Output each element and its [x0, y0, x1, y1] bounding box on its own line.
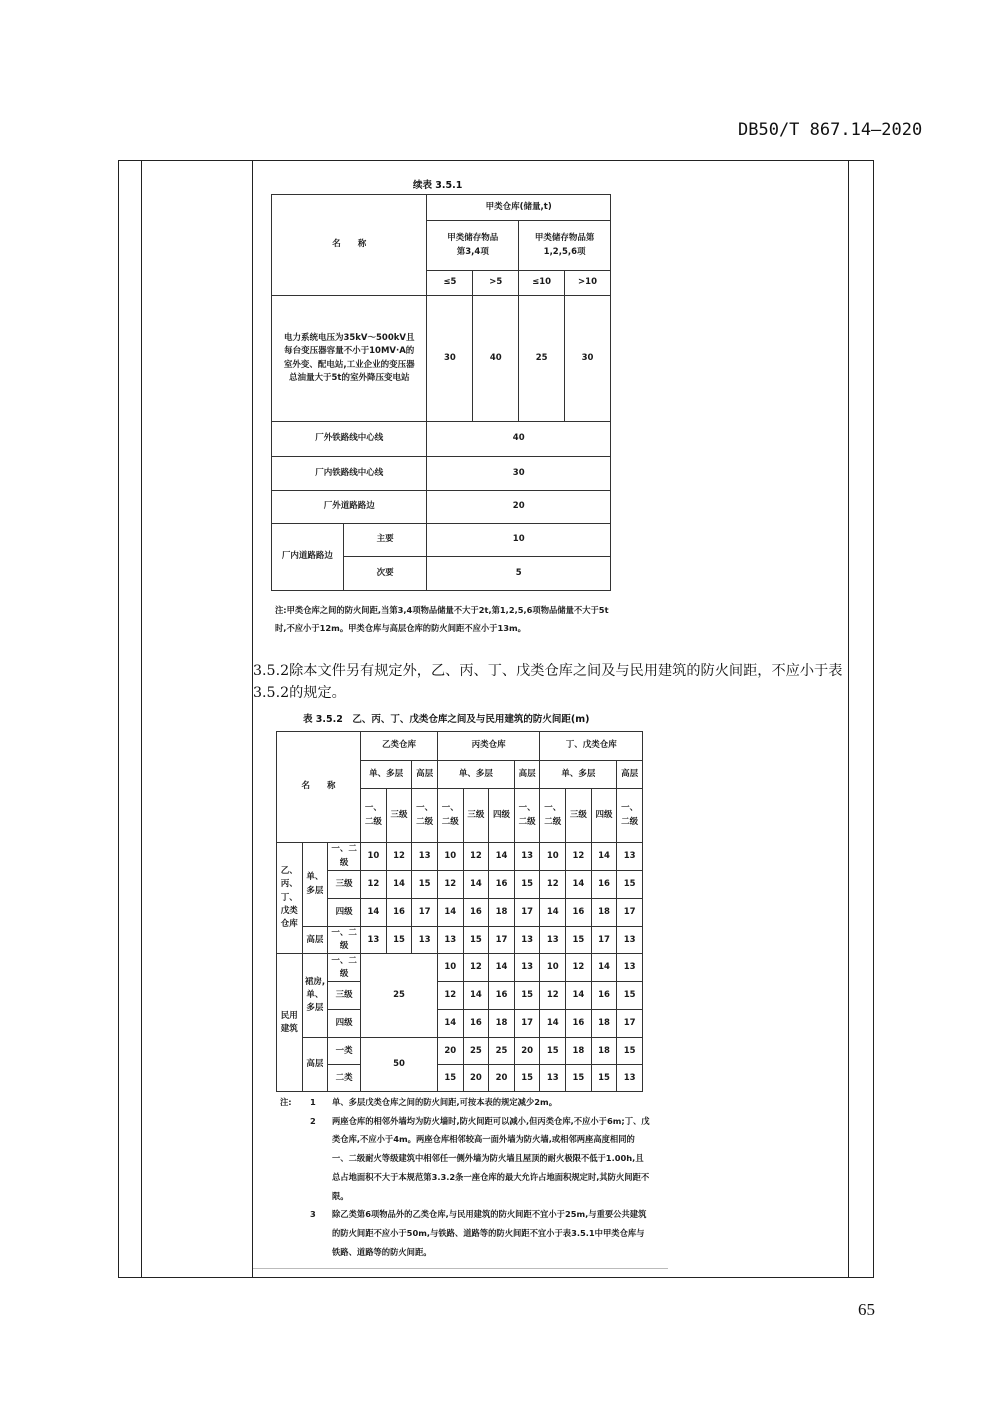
frame-line-bottom [118, 1277, 874, 1278]
table2-cell: 20 [514, 1038, 540, 1065]
note-number: 3 [310, 1209, 316, 1220]
table2-cell: 15 [412, 871, 438, 899]
table1-cell: 30 [427, 296, 473, 422]
table2-note [280, 1205, 650, 1261]
table1-road-group: 厂内道路路边 [272, 524, 344, 591]
table2-cell: 15 [540, 1038, 566, 1065]
note-number: 2 [310, 1115, 316, 1126]
table2-cell: 12 [386, 843, 412, 871]
table2-grade-label: 三级 [328, 871, 361, 899]
table2-cell: 13 [514, 927, 540, 954]
table2-civil-group: 民用建筑 [277, 954, 303, 1092]
table1-threshold: >5 [473, 271, 519, 296]
table2-cell: 14 [540, 1010, 566, 1038]
table2-grade-label: 一、二级 [328, 954, 361, 982]
table2-grade-header: 一、二级 [514, 789, 540, 843]
table2-warehouse-high: 高层 [302, 927, 328, 954]
table2-storey-header: 高层 [412, 761, 438, 789]
table2-group-header: 乙类仓库 [361, 732, 438, 761]
table1-subheader: 甲类储存物品第1,2,5,6项 [519, 221, 611, 271]
table2-cell: 14 [591, 843, 617, 871]
table2-cell: 12 [540, 871, 566, 899]
note-number: 1 [310, 1097, 316, 1107]
table2-cell: 15 [566, 927, 592, 954]
table2-cell: 13 [540, 927, 566, 954]
table2-civil-single: 裙房,单、多层 [302, 954, 328, 1038]
table2-cell: 15 [514, 1065, 540, 1092]
table2-cell: 13 [514, 954, 540, 982]
table2-cell: 16 [386, 899, 412, 927]
table2-cell: 13 [412, 843, 438, 871]
table2-group-header: 丁、戊类仓库 [540, 732, 643, 761]
table2-cell: 12 [463, 954, 489, 982]
table1-group-header: 甲类仓库(储量,t) [427, 195, 611, 221]
frame-line-right [873, 160, 874, 1277]
table2-cell: 15 [386, 927, 412, 954]
table1-row-label: 主要 [343, 524, 427, 557]
table2-note [280, 1093, 650, 1112]
table2-cell: 13 [617, 1065, 643, 1092]
table2-cell: 13 [617, 843, 643, 871]
frame-line-col2 [141, 160, 142, 1277]
table2-cell: 12 [437, 982, 463, 1010]
frame-line-col4 [848, 160, 849, 1277]
table2-grade-header: 四级 [489, 789, 515, 843]
table2-cell: 12 [463, 843, 489, 871]
table2-cell: 13 [514, 843, 540, 871]
table1-name-header: 名 称 [272, 195, 427, 296]
table2-cell: 12 [437, 871, 463, 899]
table1-threshold: ≤10 [519, 271, 565, 296]
page-number: 65 [858, 1300, 875, 1319]
table2-cell: 14 [566, 982, 592, 1010]
table2-group-header: 丙类仓库 [437, 732, 540, 761]
table2-cell: 15 [437, 1065, 463, 1092]
table2-cell: 15 [463, 927, 489, 954]
table2-storey-header: 单、多层 [540, 761, 617, 789]
table2-note [280, 1112, 650, 1206]
table2-cell: 14 [437, 1010, 463, 1038]
table2-grade-header: 四级 [591, 789, 617, 843]
notes-label: 注: [280, 1097, 292, 1107]
table2-civil-high: 高层 [302, 1038, 328, 1092]
table2-cell: 15 [617, 982, 643, 1010]
table2-cell: 10 [437, 954, 463, 982]
table2-grade-label: 四级 [328, 1010, 361, 1038]
table2-cell: 15 [514, 871, 540, 899]
table2 [276, 731, 643, 1092]
table1-cell: 25 [519, 296, 565, 422]
table2-cell: 14 [463, 871, 489, 899]
table1-cell: 10 [427, 524, 611, 557]
table2-storey-header: 单、多层 [361, 761, 412, 789]
table2-cell: 17 [514, 1010, 540, 1038]
table2-cell: 15 [566, 1065, 592, 1092]
frame-line-top [118, 160, 874, 161]
table1-cell: 40 [473, 296, 519, 422]
table2-grade-label: 一、二级 [328, 843, 361, 871]
table2-notes [280, 1093, 650, 1261]
table2-cell: 14 [361, 899, 387, 927]
table1-caption: 续表 3.5.1 [413, 180, 463, 191]
table2-grade-label: 二类 [328, 1065, 361, 1092]
table2-cell: 18 [489, 1010, 515, 1038]
table2-cell: 18 [566, 1038, 592, 1065]
table2-cell: 17 [617, 899, 643, 927]
table2-cell: 13 [540, 1065, 566, 1092]
table1-row-label: 厂内铁路线中心线 [272, 457, 427, 491]
table2-cell: 18 [489, 899, 515, 927]
table2-cell: 16 [591, 982, 617, 1010]
frame-line-col3 [252, 160, 253, 1277]
table1-cell: 30 [427, 457, 611, 491]
table2-grade-header: 三级 [463, 789, 489, 843]
table2-name-header: 名 称 [277, 732, 361, 843]
table2-cell: 10 [437, 843, 463, 871]
table1-row-label: 电力系统电压为35kV～500kV且每台变压器容量不小于10MV·A的室外变、配电站,工业企业的变压器总油量大于5t的室外降压变电站 [272, 296, 427, 422]
table2-cell: 14 [463, 982, 489, 1010]
table1-subheader: 甲类储存物品第3,4项 [427, 221, 519, 271]
table2-cell: 17 [591, 927, 617, 954]
table1-row-label: 厂外道路路边 [272, 491, 427, 524]
table2-cell: 12 [540, 982, 566, 1010]
frame-line-left [118, 160, 119, 1277]
table2-cell: 17 [412, 899, 438, 927]
table1-threshold: >10 [565, 271, 611, 296]
table2-cell: 15 [617, 871, 643, 899]
table2-cell: 14 [540, 899, 566, 927]
table2-cell: 25 [463, 1038, 489, 1065]
table2-grade-header: 一、二级 [361, 789, 387, 843]
table2-cell: 15 [591, 1065, 617, 1092]
table2-cell: 20 [463, 1065, 489, 1092]
table2-cell: 16 [566, 1010, 592, 1038]
table2-cell: 10 [540, 843, 566, 871]
table2-merged-cell: 50 [361, 1038, 438, 1092]
table2-cell: 14 [566, 871, 592, 899]
table2-cell: 12 [566, 843, 592, 871]
table1-cell: 40 [427, 422, 611, 457]
table1-cell: 5 [427, 557, 611, 591]
table2-cell: 17 [514, 899, 540, 927]
table2-cell: 12 [361, 871, 387, 899]
table1-cell: 20 [427, 491, 611, 524]
table2-grade-header: 三级 [566, 789, 592, 843]
table2-cell: 13 [412, 927, 438, 954]
table2-cell: 10 [361, 843, 387, 871]
scan-edge-line [253, 1268, 668, 1269]
table2-cell: 12 [566, 954, 592, 982]
table2-merged-cell: 25 [361, 954, 438, 1038]
table1-cell: 30 [565, 296, 611, 422]
table2-storey-header: 单、多层 [437, 761, 514, 789]
table2-grade-header: 三级 [386, 789, 412, 843]
note-text: 两座仓库的相邻外墙均为防火墙时,防火间距可以减小,但丙类仓库,不应小于6m;丁、戊类仓库,不应小于4m。两座仓库相邻较高一面外墙为防火墙,或相邻两座高度相同的一、二级耐火等级建筑中相邻任一侧外墙为防火墙且屋顶的耐火极限不低于1.00h,且总占地面积不大于本规范第3.3.2条一座仓库的最大允许占地面积规定时,其防火间距不限。 [332, 1115, 650, 1201]
table2-cell: 18 [591, 899, 617, 927]
table2-grade-header: 一、二级 [540, 789, 566, 843]
table2-cell: 17 [489, 927, 515, 954]
table2-cell: 14 [591, 954, 617, 982]
table2-cell: 25 [489, 1038, 515, 1065]
table2-grade-label: 一类 [328, 1038, 361, 1065]
table2-cell: 16 [489, 982, 515, 1010]
clause-3-5-2: 3.5.2除本文件另有规定外，乙、丙、丁、戊类仓库之间及与民用建筑的防火间距，不应小于表3.5.2的规定。 [253, 663, 843, 701]
table2-cell: 18 [591, 1038, 617, 1065]
table2-cell: 15 [514, 982, 540, 1010]
table2-grade-label: 三级 [328, 982, 361, 1010]
table2-cell: 20 [437, 1038, 463, 1065]
table2-cell: 16 [489, 871, 515, 899]
note-text: 单、多层戊类仓库之间的防火间距,可按本表的规定减少2m。 [332, 1097, 557, 1107]
table2-cell: 13 [617, 954, 643, 982]
table1 [271, 194, 611, 591]
note-text: 除乙类第6项物品外的乙类仓库,与民用建筑的防火间距不宜小于25m,与重要公共建筑的防火间距不应小于50m,与铁路、道路等的防火间距不宜小于表3.5.1中甲类仓库与铁路、道路等的防火间距。 [332, 1209, 647, 1257]
standard-code: DB50/T 867.14—2020 [738, 120, 923, 140]
table2-grade-label: 四级 [328, 899, 361, 927]
table2-warehouse-single: 单、多层 [302, 843, 328, 927]
table2-caption: 表 3.5.2 乙、丙、丁、戊类仓库之间及与民用建筑的防火间距(m) [303, 714, 590, 725]
table2-cell: 16 [463, 1010, 489, 1038]
table2-cell: 13 [437, 927, 463, 954]
table2-cell: 18 [591, 1010, 617, 1038]
table2-cell: 16 [591, 871, 617, 899]
table2-cell: 16 [566, 899, 592, 927]
table2-grade-label: 一、二级 [328, 927, 361, 954]
table2-grade-header: 一、二级 [617, 789, 643, 843]
table2-storey-header: 高层 [514, 761, 540, 789]
table2-cell: 17 [617, 1010, 643, 1038]
table2-cell: 10 [540, 954, 566, 982]
table2-cell: 20 [489, 1065, 515, 1092]
table2-cell: 16 [463, 899, 489, 927]
table2-cell: 15 [617, 1038, 643, 1065]
table2-cell: 13 [361, 927, 387, 954]
table2-cell: 13 [617, 927, 643, 954]
table1-note: 注:甲类仓库之间的防火间距,当第3,4项物品储量不大于2t,第1,2,5,6项物品储量不大于5t时,不应小于12m。甲类仓库与高层仓库的防火间距不应小于13m。 [275, 605, 609, 633]
table1-row-label: 次要 [343, 557, 427, 591]
table2-storey-header: 高层 [617, 761, 643, 789]
table1-row-label: 厂外铁路线中心线 [272, 422, 427, 457]
table2-cell: 14 [489, 843, 515, 871]
table2-cell: 14 [489, 954, 515, 982]
table1-threshold: ≤5 [427, 271, 473, 296]
table2-grade-header: 一、二级 [412, 789, 438, 843]
table2-grade-header: 一、二级 [437, 789, 463, 843]
table2-cell: 14 [386, 871, 412, 899]
table2-warehouse-group: 乙、丙、丁、戊类仓库 [277, 843, 303, 954]
table2-cell: 14 [437, 899, 463, 927]
